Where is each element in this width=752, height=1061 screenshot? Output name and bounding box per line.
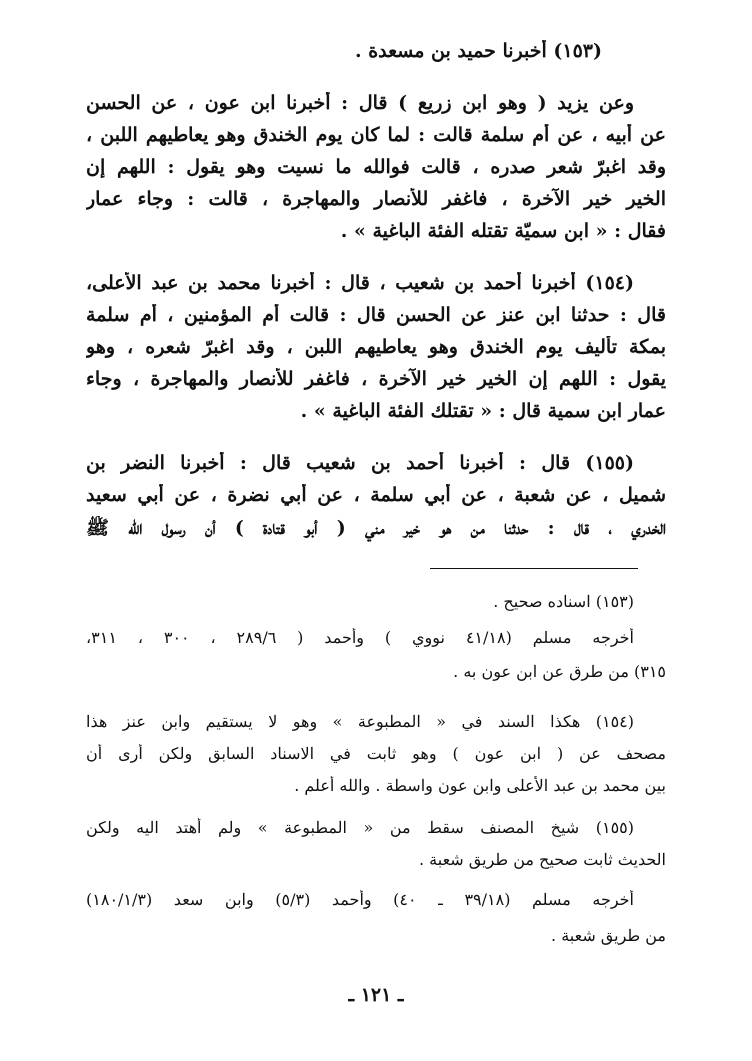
footnote-155-line-2: الحديث ثابت صحيح من طريق شعبة .: [418, 850, 666, 869]
hadith-153-line-6: فقال : « ابن سميّة تقتله الفئة الباغية » .: [340, 220, 666, 242]
hadith-154-line-1: (١٥٤) أخبرنا أحمد بن شعيب ، قال : أخبرنا محمد بن عبد الأعلى،: [86, 272, 634, 294]
hadith-155-line-3: الخدري ، قال : حدثنا من هو خير مني ( أبو قتادة ) أن رسول الله ﷺ: [86, 517, 666, 539]
footnote-154-line-1: (١٥٤) هكذا السند في « المطبوعة » وهو لا يستقيم وابن عنز هذا: [86, 712, 634, 731]
footnote-153-line-3: ٣١٥) من طرق عن ابن عون به .: [453, 662, 666, 681]
hadith-153-line-1: (١٥٣) أخبرنا حميد بن مسعدة .: [354, 40, 602, 62]
hadith-153-line-5: الخير خير الآخرة ، فاغفر للأنصار والمهاجرة ، قالت : وجاء عمار: [86, 188, 666, 210]
hadith-155-line-1: (١٥٥) قال : أخبرنا أحمد بن شعيب قال : أخبرنا النضر بن: [86, 452, 634, 474]
footnote-155-line-1: (١٥٥) شيخ المصنف سقط من « المطبوعة » ولم أهتد اليه ولكن: [86, 818, 634, 837]
footnote-155-line-3: أخرجه مسلم (٣٩/١٨ ـ ٤٠) وأحمد (٥/٣) وابن سعد (١٨٠/١/٣): [86, 890, 634, 909]
hadith-154-line-5: عمار ابن سمية قال : « تقتلك الفئة الباغية » .: [300, 400, 666, 422]
hadith-155-line-2: شميل ، عن شعبة ، عن أبي سلمة ، عن أبي نضرة ، عن أبي سعيد: [86, 484, 666, 506]
hadith-153-line-4: وقد اغبرّ شعر صدره ، قالت فوالله ما نسيت وهو يقول : اللهم إن: [86, 156, 666, 178]
hadith-153-line-2: وعن يزيد ( وهو ابن زريع ) قال : أخبرنا ابن عون ، عن الحسن: [86, 92, 634, 114]
footnote-separator: [430, 568, 638, 569]
footnote-153-line-2: أخرجه مسلم (٤١/١٨ نووي ) وأحمد ( ٢٨٩/٦ ، ٣٠٠ ، ٣١١،: [86, 628, 634, 647]
page-number: ـ ١٢١ ـ: [348, 984, 404, 1006]
footnote-153-line-1: (١٥٣) اسناده صحيح .: [493, 592, 634, 611]
footnote-154-line-2: مصحف عن ( ابن عون ) وهو ثابت في الاسناد السابق ولكن أرى أن: [86, 744, 666, 763]
hadith-154-line-2: قال : حدثنا ابن عنز عن الحسن قال : قالت أم المؤمنين ، أم سلمة: [86, 304, 666, 326]
hadith-154-line-3: بمكة تأليف يوم الخندق وهو يعاطيهم اللبن ، وقد اغبرّ شعره ، وهو: [86, 336, 666, 358]
footnote-155-line-4: من طريق شعبة .: [551, 926, 666, 945]
footnote-154-line-3: بين محمد بن عبد الأعلى وابن عون واسطة . والله أعلم .: [294, 776, 666, 795]
hadith-153-line-3: عن أبيه ، عن أم سلمة قالت : لما كان يوم الخندق وهو يعاطيهم اللبن ،: [86, 124, 666, 146]
hadith-154-line-4: يقول : اللهم إن الخير خير الآخرة ، فاغفر للأنصار والمهاجرة ، وجاء: [86, 368, 666, 390]
